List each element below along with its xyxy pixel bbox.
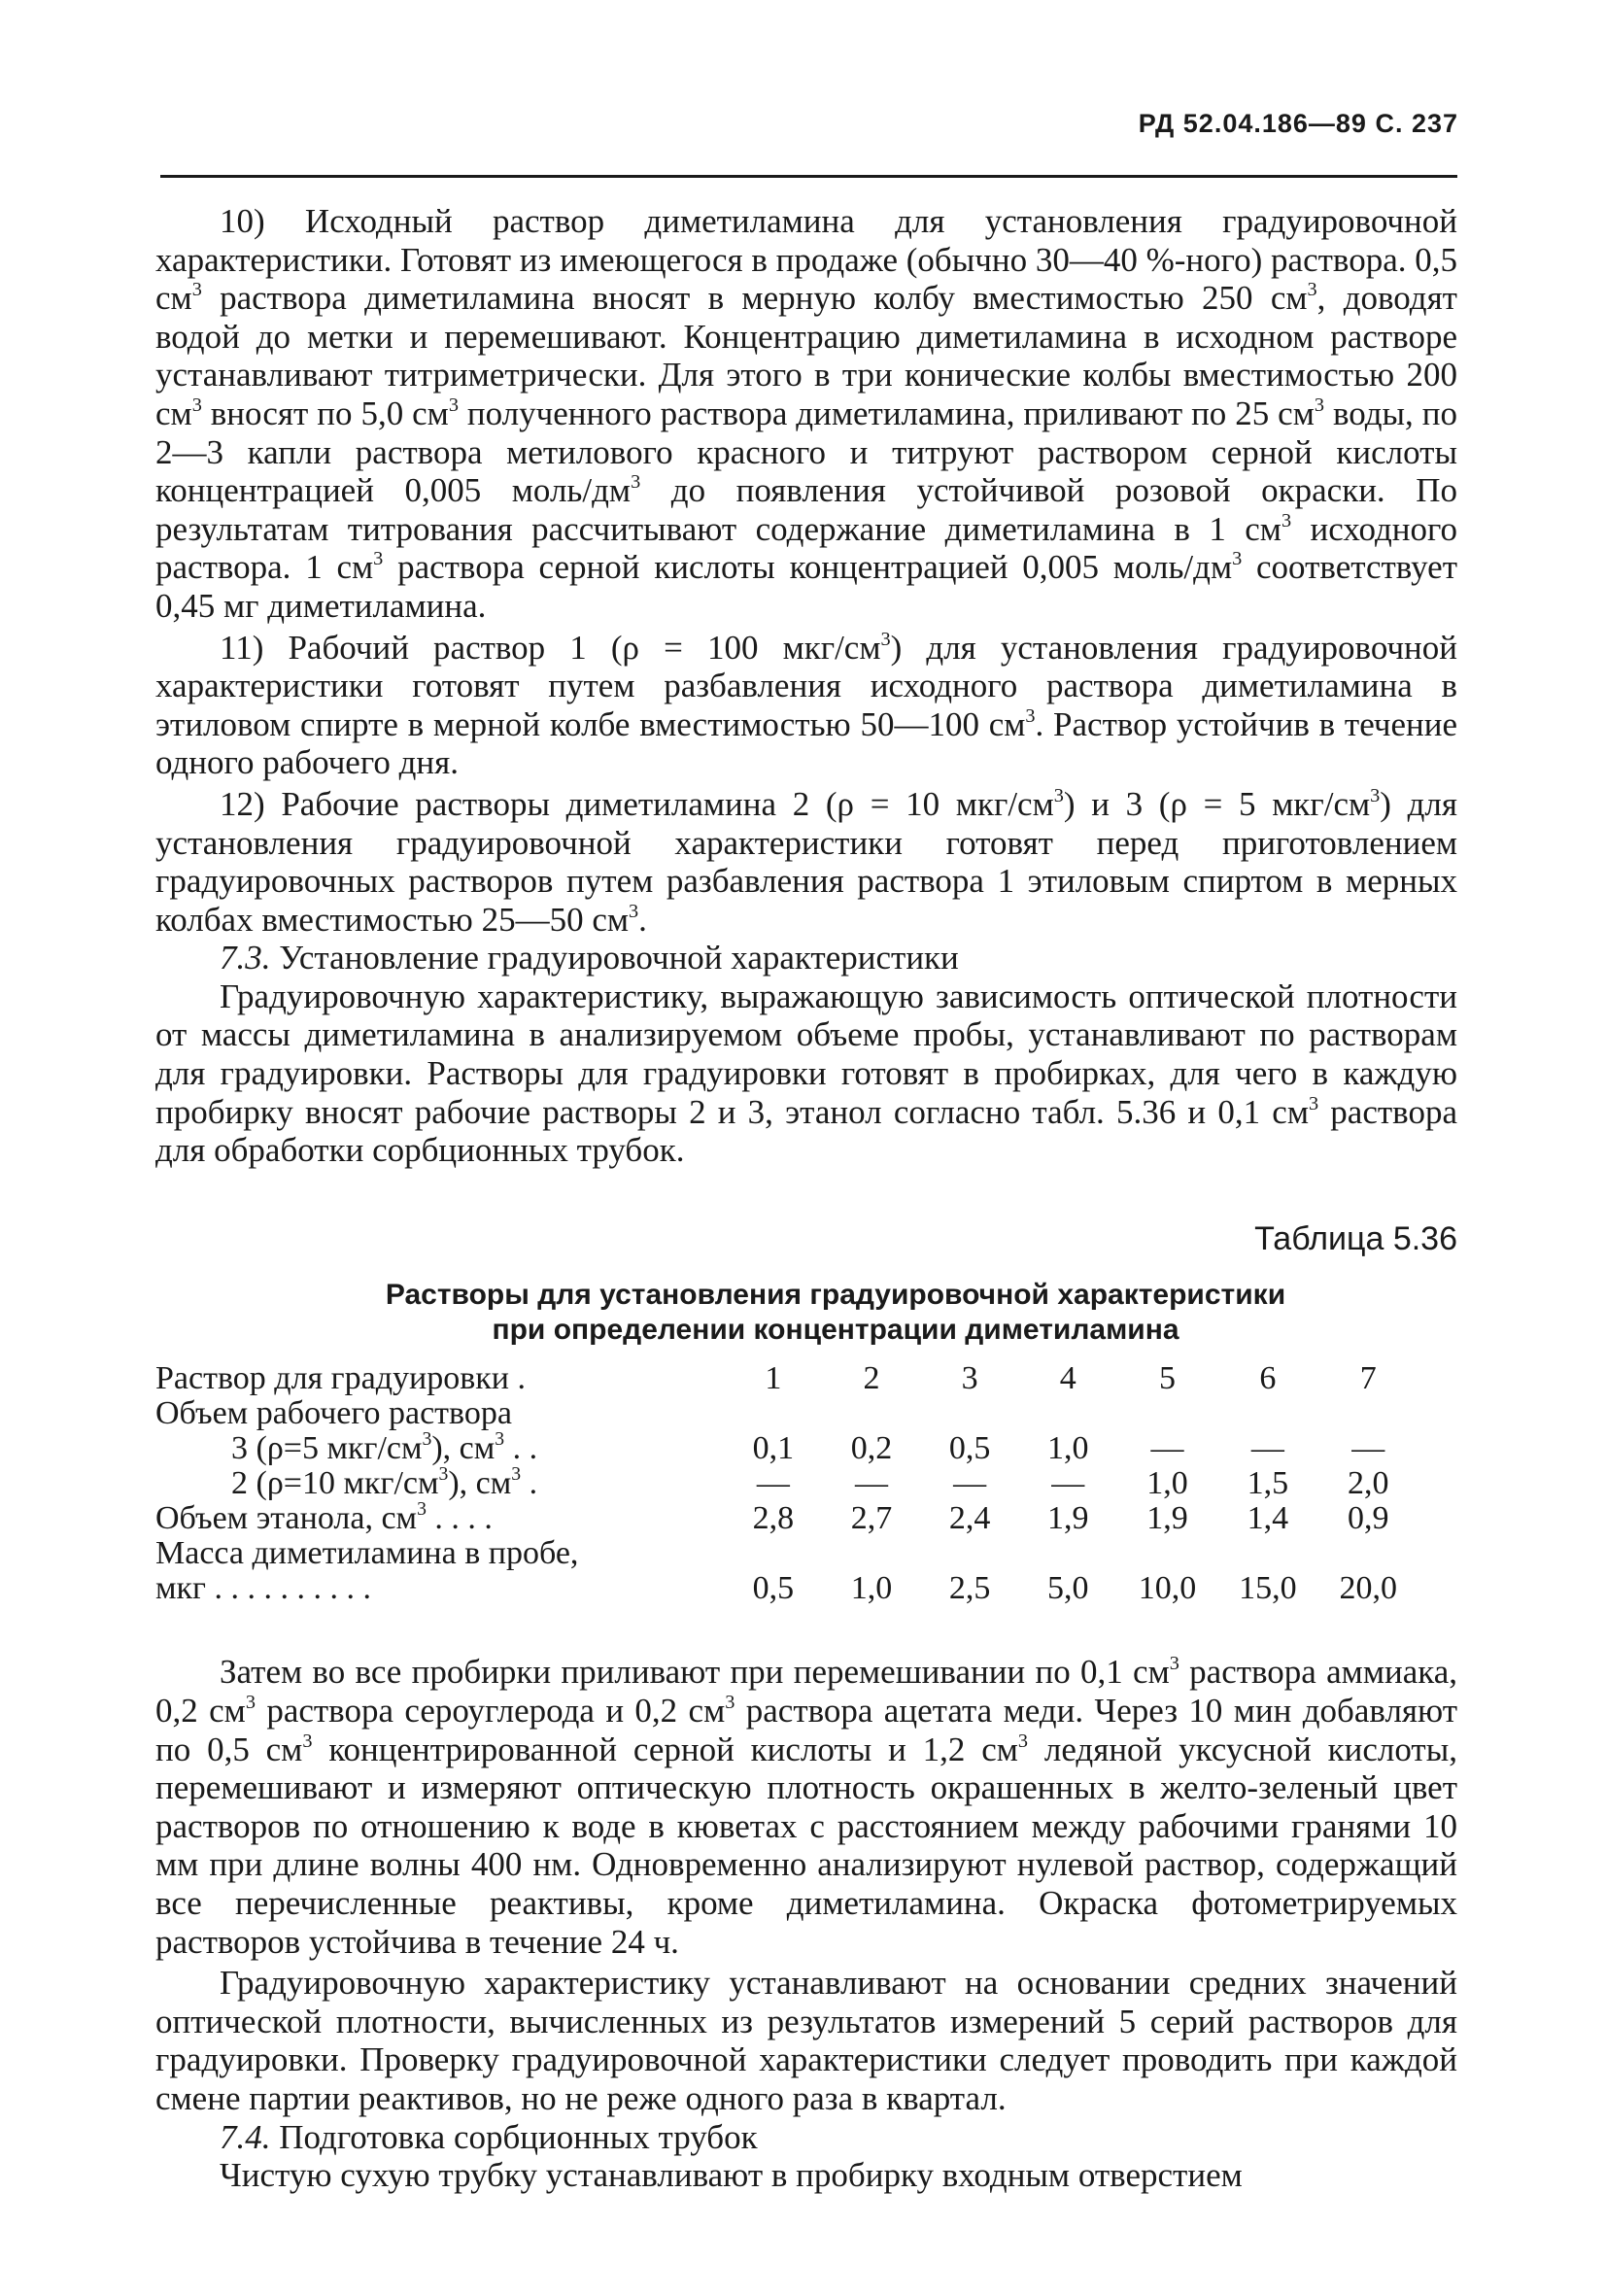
table-cell: 2,8 — [752, 1500, 795, 1537]
table-cell: 1,0 — [1047, 1430, 1089, 1467]
table-cell: — — [855, 1465, 889, 1502]
table-cell: 4 — [1059, 1360, 1076, 1397]
row-label: Объем рабочего раствора — [155, 1395, 512, 1432]
header-rule — [160, 175, 1457, 178]
page-header: РД 52.04.186—89 С. 237 — [1138, 109, 1458, 138]
row-label: мкг . . . . . . . . . . — [155, 1570, 371, 1607]
table-row — [155, 1536, 1418, 1571]
table-cell: 1 — [765, 1360, 782, 1397]
row-label: Объем этанола, $см^3$ . . . . — [155, 1498, 493, 1537]
table-row — [155, 1466, 1418, 1501]
table-cell: 1,0 — [850, 1570, 893, 1607]
paragraph-calibration-check: Градуировочную характеристику устанавливают на основании средних значений оптической плотности, вычисленных из результатов измерений 5 серий растворов для градуировки. Проверку градуировочной характеристики следует проводить при каждой смене партии реактивов, но не реже одного раза в квартал. — [155, 1964, 1457, 2117]
table-cell: 0,5 — [752, 1570, 795, 1607]
table-cell: 1,5 — [1247, 1465, 1289, 1502]
table-row — [155, 1396, 1418, 1431]
table-cell: 5 — [1159, 1360, 1176, 1397]
table-cell: 2,4 — [948, 1500, 991, 1537]
document-body — [155, 202, 1457, 2195]
paragraph-after-table: Затем во все пробирки приливают при перемешивании по 0,1 $см^3$ раствора аммиака, 0,2 $см^3$ раствора сероуглерода и 0,2 $см^3$ раствора ацетата меди. Через 10 мин добавляют по 0,5 $см^3$ концентрированной серной кислоты и 1,2 $см^3$ ледяной уксусной кислоты, перемешивают и измеряют оптическую плотность окрашенных в желто-зеленый цвет растворов по отношению к воде в кюветах с расстоянием между рабочими гранями 10 мм при длине волны 400 нм. Одновременно анализируют нулевой раствор, содержащий все перечисленные реактивы, кроме диметиламина. Окраска фотометрируемых растворов устойчива в течение 24 ч. — [155, 1653, 1458, 1961]
table-row — [155, 1501, 1418, 1536]
table-cell: 6 — [1259, 1360, 1277, 1397]
table-row — [155, 1571, 1418, 1606]
table-cell: 2,0 — [1348, 1465, 1389, 1502]
table-row — [155, 1431, 1418, 1466]
table-cell: 0,1 — [752, 1430, 795, 1467]
table-cell: 2,5 — [948, 1570, 991, 1607]
table-cell: 1,9 — [1047, 1500, 1089, 1537]
table-cell: — — [1250, 1430, 1284, 1467]
paragraph-10: 10) Исходный раствор диметиламина для установления градуировочной характеристики. Готовят из имеющегося в продаже (обычно 30—40 %-ного) раствора. 0,5 $см^3$ раствора диметиламина вносят в мерную колбу вместимостью 250 $см^3$, доводят водой до метки и перемешивают. Концентрацию диметиламина в исходном растворе устанавливают титриметрически. Для этого в три конические колбы вместимостью 200 $см^3$ вносят по 5,0 $см^3$ полученного раствора диметиламина, приливают по 25 $см^3$ воды, по 2—3 капли раствора метилового красного и титруют раствором серной кислоты концентрацией 0,005 моль/$дм^3$ до появления устойчивой розовой окраски. По результатам титрования рассчитывают содержание диметиламина в 1 $см^3$ исходного раствора. 1 $см^3$ раствора серной кислоты концентрацией 0,005 моль/$дм^3$ соответствует 0,45 мг диметиламина. — [155, 202, 1458, 625]
table-cell: — — [953, 1465, 987, 1502]
table-cell: 15,0 — [1239, 1570, 1297, 1607]
row-label: Масса диметиламина в пробе, — [155, 1535, 579, 1572]
table-title: Растворы для установления градуировочной характеристики при определении концентрации диметиламина — [385, 1279, 1286, 1347]
table-cell: 0,5 — [948, 1430, 991, 1467]
table-cell: 0,9 — [1348, 1500, 1389, 1537]
row-label: 2 (ρ=10 мкг/$см^3$), $см^3$ . — [231, 1463, 538, 1502]
paragraph-last: Чистую сухую трубку устанавливают в пробирку входным отверстием — [220, 2156, 1243, 2195]
table-cell: 1,0 — [1146, 1465, 1188, 1502]
table-cell: 5,0 — [1047, 1570, 1089, 1607]
table-cell: 7 — [1359, 1360, 1377, 1397]
calibration-table — [155, 1361, 1418, 1606]
table-cell: 2,7 — [850, 1500, 893, 1537]
table-cell: 0,2 — [850, 1430, 893, 1467]
table-cell: 10,0 — [1138, 1570, 1197, 1607]
section-7-3-heading: 7.3. Установление градуировочной характеристики — [220, 939, 959, 977]
row-label: 3 (ρ=5 мкг/$см^3$), $см^3$ . . — [231, 1428, 538, 1467]
table-number: Таблица 5.36 — [1254, 1219, 1457, 1257]
table-row — [155, 1361, 1418, 1396]
row-label: Раствор для градуировки . — [155, 1360, 526, 1397]
table-cell: 2 — [863, 1360, 880, 1397]
paragraph-11: 11) Рабочий раствор 1 (ρ = 100 мкг/$см^3$) для установления градуировочной характеристики готовят путем разбавления исходного раствора диметиламина в этиловом спирте в мерной колбе вместимостью 50—100 $см^3$. Раствор устойчив в течение одного рабочего дня. — [155, 628, 1458, 782]
table-cell: — — [756, 1465, 790, 1502]
table-cell: 1,9 — [1146, 1500, 1188, 1537]
table-cell: — — [1150, 1430, 1184, 1467]
table-cell: 3 — [961, 1360, 978, 1397]
paragraph-7-3: Градуировочную характеристику, выражающую зависимость оптической плотности от массы диметиламина в анализируемом объеме пробы, устанавливают по растворам для градуировки. Растворы для градуировки готовят в пробирках, для чего в каждую пробирку вносят рабочие растворы 2 и 3, этанол согласно табл. 5.36 и 0,1 $см^3$ раствора для обработки сорбционных трубок. — [155, 977, 1457, 1170]
table-cell: 20,0 — [1339, 1570, 1398, 1607]
paragraph-12: 12) Рабочие растворы диметиламина 2 (ρ = 10 мкг/$см^3$) и 3 (ρ = 5 мкг/$см^3$) для установления градуировочной характеристики готовят перед приготовлением градуировочных растворов путем разбавления раствора 1 этиловым спиртом в мерных колбах вместимостью 25—50 $см^3$. — [155, 784, 1457, 939]
table-cell: 1,4 — [1247, 1500, 1289, 1537]
table-cell: — — [1051, 1465, 1085, 1502]
section-7-4-heading: 7.4. Подготовка сорбционных трубок — [220, 2117, 758, 2156]
table-cell: — — [1351, 1430, 1385, 1467]
